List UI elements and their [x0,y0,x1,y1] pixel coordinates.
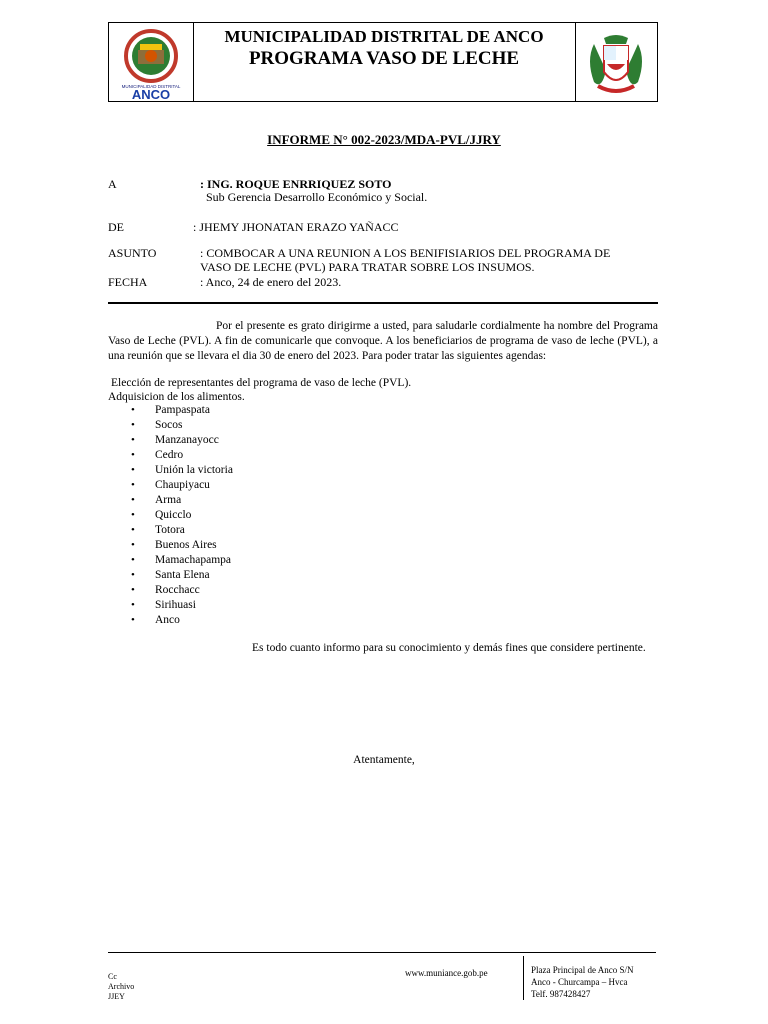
sign-off: Atentamente, [353,754,415,766]
list-item: • Arma [131,493,233,508]
from-label: DE [108,220,124,234]
community-list [131,403,233,628]
list-item: • Santa Elena [131,568,233,583]
intro-paragraph: Por el presente es grato dirigirme a usted, para saludarle cordialmente ha nombre del Programa Vaso de Leche (PVL). A fin de comunicarle que convoque. A los beneficiarios de programa de vaso de leche (PVL), a una reunión que se llevara el dia 30 de enero del 2023. Para poder tratar las siguientes agendas: [108,320,658,362]
list-item: • Chaupiyacu [131,478,233,493]
list-item: • Mamachapampa [131,553,233,568]
footer-rule [108,952,656,953]
subject-label: ASUNTO [108,246,157,260]
list-item: • Cedro [131,448,233,463]
to-name: : ING. ROQUE ENRRIQUEZ SOTO [200,177,392,191]
municipal-logo [116,28,186,100]
archive-label: Archivo [108,982,135,991]
list-item: • Quicclo [131,508,233,523]
list-item: • Socos [131,418,233,433]
to-department: Sub Gerencia Desarrollo Económico y Social. [206,190,428,204]
to-label: A [108,177,117,191]
logo-name: ANCO [131,87,171,100]
closing-paragraph: Es todo cuanto informo para su conocimiento y demás fines que considere pertinente. [252,642,646,654]
subject-line-2: VASO DE LECHE (PVL) PARA TRATAR SOBRE LOS INSUMOS. [200,260,535,274]
list-item: • Rocchacc [131,583,233,598]
list-item: • Pampaspata [131,403,233,418]
date-value: : Anco, 24 de enero del 2023. [200,275,342,289]
phone-number: Telf. 987428427 [531,989,591,999]
program-title: PROGRAMA VASO DE LECHE [248,48,520,69]
address-line-1: Plaza Principal de Anco S/N [531,965,634,975]
address-line-2: Anco - Churcampa – Hvca [531,977,628,987]
municipality-title: MUNICIPALIDAD DISTRITAL DE ANCO [224,27,544,46]
list-item: • Sirihuasi [131,598,233,613]
cc-label: Cc [108,972,117,981]
footer-divider [523,956,524,1000]
initials-label: JJEY [108,992,125,1001]
list-item: • Totora [131,523,233,538]
header-rule [108,302,658,304]
website-link[interactable]: www.muniance.gob.pe [405,968,488,978]
peru-coat-of-arms [580,30,652,100]
list-item: • Unión la victoria [131,463,233,478]
agenda-item-1: Elección de representantes del programa de vaso de leche (PVL). [111,377,412,389]
list-item: • Buenos Aires [131,538,233,553]
date-label: FECHA [108,275,148,289]
from-name: : JHEMY JHONATAN ERAZO YAÑACC [193,220,399,234]
report-number: INFORME N° 002-2023/MDA-PVL/JJRY [267,132,501,147]
list-item: • Manzanayocc [131,433,233,448]
logo-caption: MUNICIPALIDAD DISTRITAL [121,84,181,89]
subject-line-1: : COMBOCAR A UNA REUNION A LOS BENIFISIARIOS DEL PROGRAMA DE [200,246,611,260]
agenda-item-2: Adquisicion de los alimentos. [108,391,245,403]
list-item: • Anco [131,613,233,628]
